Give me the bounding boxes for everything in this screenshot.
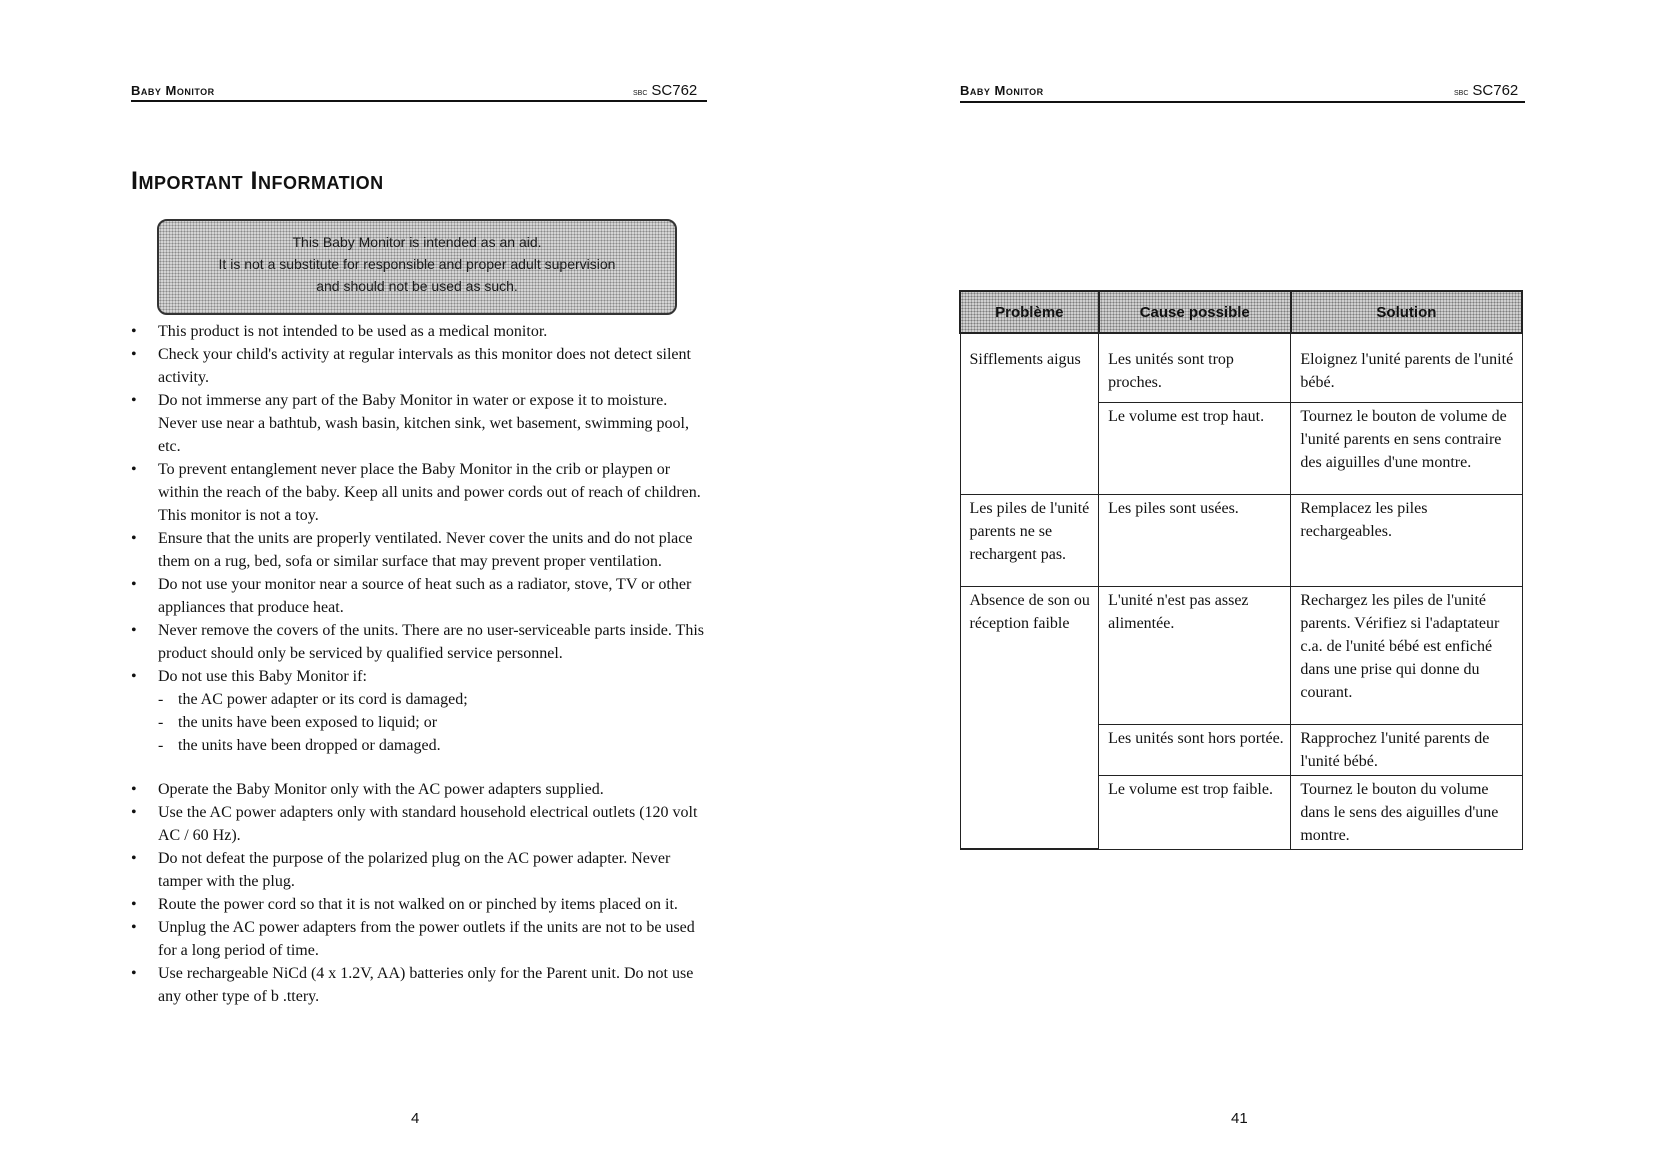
table-row	[960, 775, 1522, 849]
header-rule	[960, 101, 1525, 103]
header-model-prefix: sbc	[1454, 87, 1469, 98]
page-title: Important Information	[131, 167, 384, 195]
header-model-number: SC762	[651, 82, 698, 99]
list-item: • This product is not intended to be used as a medical monitor.	[131, 323, 548, 340]
solution-cell: Eloignez l'unité parents de l'unité bébé.	[1291, 333, 1522, 402]
sub-list-item: - the units have been exposed to liquid; or	[158, 714, 438, 731]
table-row	[960, 333, 1522, 402]
column-header-solution: Solution	[1291, 291, 1522, 333]
list-item: • Route the power cord so that it is not walked on or pinched by items placed on it.	[131, 896, 678, 913]
cause-cell: Les piles sont usées.	[1099, 494, 1291, 586]
list-item: • Do not use this Baby Monitor if: - the AC power adapter or its cord is damaged; - the units have been exposed to liquid; or - the units have been dropped or damaged.	[131, 665, 706, 757]
table-row	[960, 724, 1522, 775]
column-header-cause: Cause possible	[1099, 291, 1291, 333]
cause-cell: L'unité n'est pas assez alimentée.	[1099, 586, 1291, 724]
list-gap	[131, 757, 706, 778]
problem-cell: Absence de son ou réception faible	[960, 586, 1099, 724]
list-item: • Ensure that the units are properly ventilated. Never cover the units and do not place them on a rug, bed, sofa or similar surface that may prevent proper ventilation.	[131, 530, 693, 570]
list-item: • Check your child's activity at regular intervals as this monitor does not detect silent activity.	[131, 346, 691, 386]
notice-line: and should not be used as such.	[316, 278, 518, 294]
cause-cell: Les unités sont trop proches.	[1099, 333, 1291, 402]
solution-cell: Remplacez les piles rechargeables.	[1291, 494, 1522, 586]
solution-cell: Rapprochez l'unité parents de l'unité bébé.	[1291, 724, 1522, 775]
list-item: • Do not use your monitor near a source of heat such as a radiator, stove, TV or other appliances that produce heat.	[131, 576, 692, 616]
sub-list-item: - the AC power adapter or its cord is damaged;	[158, 691, 468, 708]
list-item: • Do not immerse any part of the Baby Monitor in water or expose it to moisture. Never use near a bathtub, wash basin, kitchen sink, wet basement, swimming pool, etc.	[131, 392, 689, 455]
notice-box	[157, 219, 677, 315]
list-item: • Unplug the AC power adapters from the power outlets if the units are not to be used for a long period of time.	[131, 919, 695, 959]
table-row	[960, 402, 1522, 494]
problem-cell: Les piles de l'unité parents ne se rechargent pas.	[960, 494, 1099, 586]
problem-cell	[960, 775, 1099, 849]
header-model-prefix: sbc	[633, 87, 648, 98]
solution-cell: Tournez le bouton de volume de l'unité parents en sens contraire des aiguilles d'une montre.	[1291, 402, 1522, 494]
header-title: Baby Monitor	[131, 83, 215, 98]
table-row	[960, 586, 1522, 724]
header-model	[1454, 82, 1518, 99]
list-item: • Never remove the covers of the units. There are no user-serviceable parts inside. This product should only be serviced by qualified service personnel.	[131, 622, 704, 662]
list-item: • Operate the Baby Monitor only with the AC power adapters supplied.	[131, 781, 604, 798]
page-number: 4	[411, 1110, 420, 1127]
cause-cell: Le volume est trop faible.	[1099, 775, 1291, 849]
notice-line: It is not a substitute for responsible and proper adult supervision	[218, 256, 616, 272]
solution-cell: Rechargez les piles de l'unité parents. Vérifiez si l'adaptateur c.a. de l'unité bébé est enfiché dans une prise qui donne du courant.	[1291, 586, 1522, 724]
list-item: • Use rechargeable NiCd (4 x 1.2V, AA) batteries only for the Parent unit. Do not use any other type of b .ttery.	[131, 965, 694, 1005]
cause-cell: Le volume est trop haut.	[1099, 402, 1291, 494]
page-number: 41	[1231, 1110, 1248, 1127]
cause-cell: Les unités sont hors portée.	[1099, 724, 1291, 775]
sub-list	[158, 688, 706, 757]
troubleshooting-table	[959, 290, 1523, 850]
list-item: • To prevent entanglement never place the Baby Monitor in the crib or playpen or within the reach of the baby. Keep all units and power cords out of reach of children. This monitor is not a toy.	[131, 461, 701, 524]
header-model	[633, 82, 697, 99]
right-page	[860, 0, 1656, 1174]
list-item: • Do not defeat the purpose of the polarized plug on the AC power adapter. Never tamper with the plug.	[131, 850, 671, 890]
solution-cell: Tournez le bouton du volume dans le sens des aiguilles d'une montre.	[1291, 775, 1522, 849]
safety-list	[131, 320, 706, 1008]
left-page	[0, 0, 760, 1174]
table-header-row	[960, 291, 1522, 333]
header-model-number: SC762	[1472, 82, 1519, 99]
header-title: Baby Monitor	[960, 83, 1044, 98]
sub-list-item: - the units have been dropped or damaged.	[158, 737, 441, 754]
notice-line: This Baby Monitor is intended as an aid.	[292, 234, 542, 250]
table-row	[960, 494, 1522, 586]
list-item: • Use the AC power adapters only with standard household electrical outlets (120 volt AC / 60 Hz).	[131, 804, 698, 844]
problem-cell	[960, 724, 1099, 775]
problem-cell: Sifflements aigus	[960, 333, 1099, 402]
header-rule	[131, 100, 707, 102]
column-header-problem: Problème	[960, 291, 1099, 333]
problem-cell	[960, 402, 1099, 494]
